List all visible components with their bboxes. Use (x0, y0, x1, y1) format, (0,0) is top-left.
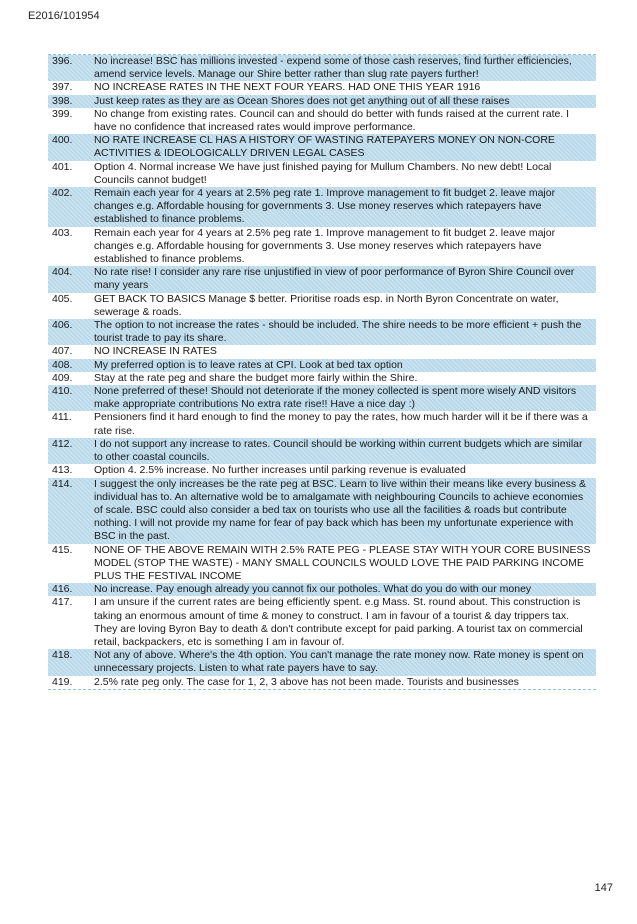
comment-row (48, 478, 596, 544)
comment-number: 396. (52, 55, 73, 67)
comment-number: 402. (52, 187, 73, 200)
comment-text: NONE OF THE ABOVE REMAIN WITH 2.5% RATE PEG - PLEASE STAY WITH YOUR CORE BUSINESS MODEL (STOP THE WASTE) - MANY SMALL COUNCILS WOULD LOVE THE PAID PARKING INCOME PLUS THE FESTIVAL INCOME (94, 543, 591, 582)
comment-text: Option 4. Normal increase We have just finished paying for Mullum Chambers. No new debt! Local Councils cannot budget! (94, 160, 552, 186)
comment-row (48, 293, 596, 319)
comment-text: Remain each year for 4 years at 2.5% peg rate 1. Improve management to fit budget 2. leave major changes e.g. Affordable housing for governments 3. Use money reserves which ratepayers have established to finance problems. (94, 187, 556, 226)
comment-number: 416. (52, 583, 73, 596)
comment-number: 401. (52, 160, 73, 173)
comment-number: 400. (52, 134, 73, 147)
comment-number: 405. (52, 292, 73, 305)
comment-number: 415. (52, 543, 73, 556)
comment-row (48, 108, 596, 134)
comment-text: Option 4. 2.5% increase. No further increases until parking revenue is evaluated (94, 464, 466, 477)
comment-row (48, 345, 596, 358)
comment-text: 2.5% rate peg only. The case for 1, 2, 3 above has not been made. Tourists and businesses (94, 675, 519, 688)
comment-number: 417. (52, 596, 73, 609)
comment-text: No increase. Pay enough already you cannot fix our potholes. What do you do with our money (94, 583, 532, 596)
comment-number: 413. (52, 464, 73, 477)
comment-number: 412. (52, 437, 73, 450)
comment-row (48, 372, 596, 385)
comment-text: Stay at the rate peg and share the budget more fairly within the Shire. (94, 371, 418, 384)
comment-number: 399. (52, 107, 73, 120)
comment-number: 407. (52, 345, 73, 358)
comment-text: No change from existing rates. Council can and should do better with funds raised at the current rate. I have no confidence that increased rates would improve performance. (94, 107, 570, 134)
comment-row (48, 95, 596, 108)
comment-text: None preferred of these! Should not deteriorate if the money collected is spent more wisely AND visitors make appropriate contributions No extra rate rise!! Have a nice day :) (94, 385, 577, 411)
comment-row (48, 319, 596, 345)
comment-text: Just keep rates as they are as Ocean Shores does not get anything out of all these raises (94, 94, 510, 107)
comment-text: NO RATE INCREASE CL HAS A HISTORY OF WASTING RATEPAYERS MONEY ON NON-CORE ACTIVITIES & IDEOLOGICALLY DRIVEN LEGAL CASES (94, 134, 555, 160)
comment-text: NO INCREASE RATES IN THE NEXT FOUR YEARS. HAD ONE THIS YEAR 1916 (94, 81, 481, 94)
comment-row (48, 266, 596, 292)
comment-text: No increase! BSC has millions invested - expend some of those cash reserves, find further efficiencies, amend service levels. Manage our Shire better rather than slug rate payers further! (94, 55, 572, 81)
comment-text: My preferred option is to leave rates at CPI. Look at bed tax option (94, 358, 403, 371)
comment-row (48, 134, 596, 160)
comment-row (48, 438, 596, 464)
comment-row (48, 411, 596, 437)
comment-row (48, 385, 596, 411)
comment-row (48, 55, 596, 81)
comment-number: 397. (52, 81, 73, 94)
document-reference: E2016/101954 (28, 10, 100, 22)
comment-number: 411. (52, 411, 72, 424)
comment-text: I suggest the only increases be the rate peg at BSC. Learn to live within their means like every business & individual has to. An alternative wold be to amalgamate with neighbouring Councils to achieve economies of scale. BSC could also consider a bed tax on tourists who use all the facilities & roads but contribute nothing. I will not provide my name for fear of pay back which has been my unfortunate experience with BSC in the past. (94, 477, 587, 543)
comment-row (48, 583, 596, 596)
comment-row (48, 596, 596, 649)
comment-number: 418. (52, 649, 73, 662)
comment-row (48, 544, 596, 584)
comment-number: 406. (52, 319, 73, 332)
comment-number: 408. (52, 358, 73, 371)
comment-row (48, 464, 596, 477)
comment-row (48, 81, 596, 94)
comment-number: 403. (52, 226, 73, 239)
comment-number: 410. (52, 385, 73, 398)
comment-text: Remain each year for 4 years at 2.5% peg rate 1. Improve management to fit budget 2. leave major changes e.g. Affordable housing for governments 3. Use money reserves which ratepayers have established to finance problems. (94, 226, 556, 266)
comment-row (48, 359, 596, 372)
comment-row (48, 187, 596, 227)
comment-text: No rate rise! I consider any rare rise unjustified in view of poor performance of Byron Shire Council over many years (94, 266, 575, 292)
comment-row (48, 676, 596, 689)
comment-row (48, 161, 596, 187)
page-number: 147 (594, 882, 613, 894)
comment-text: GET BACK TO BASICS Manage $ better. Prioritise roads esp. in North Byron Concentrate on water, sewerage & roads. (94, 292, 559, 318)
comment-number: 409. (52, 371, 73, 384)
comment-number: 404. (52, 266, 73, 279)
comment-text: NO INCREASE IN RATES (94, 345, 217, 358)
comment-number: 414. (52, 477, 73, 490)
comment-text: The option to not increase the rates - should be included. The shire needs to be more efficient + push the tourist trade to pay its share. (94, 319, 582, 345)
comments-table (48, 54, 596, 690)
comment-row (48, 227, 596, 267)
comment-text: I do not support any increase to rates. Council should be working within current budgets which are similar to other coastal councils. (94, 437, 583, 464)
comment-row (48, 649, 596, 675)
comment-text: Pensioners find it hard enough to find the money to pay the rates, how much harder will it be if there was a rate rise. (94, 411, 588, 437)
comment-text: I am unsure if the current rates are being efficiently spent. e.g Mass. St. round about. This construction is taking an enormous amount of time & money to construct. I am in favour of a tourist & day trippers tax. They are loving Byron Bay to death & don't contribute except for paid parking. A tourist tax on commercial retail, backpackers, etc is something I am in favour of. (94, 596, 583, 648)
comment-number: 398. (52, 94, 73, 107)
comment-number: 419. (52, 675, 73, 688)
comment-text: Not any of above. Where's the 4th option. You can't manage the rate money now. Rate money is spent on unnecessary projects. Listen to what rate payers have to say. (94, 649, 584, 675)
